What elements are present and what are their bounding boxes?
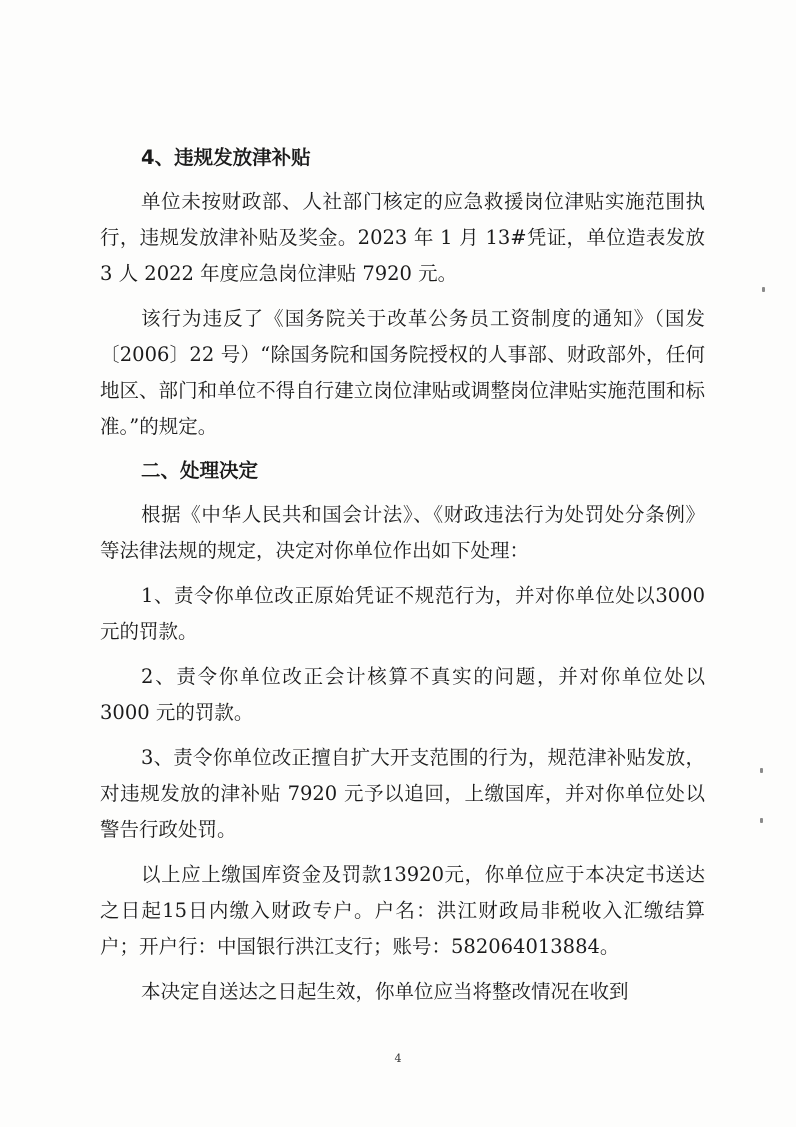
paragraph-violation-description: 单位未按财政部、人社部门核定的应急救援岗位津贴实施范围执行，违规发放津补贴及奖金。2023 年 1 月 13#凭证，单位造表发放 3 人 2022 年度应急岗位津贴 7920 元。	[100, 190, 705, 285]
scan-speck	[762, 287, 765, 292]
section-heading-decision: 二、处理决定	[141, 459, 259, 482]
document-body	[100, 140, 705, 1010]
scan-speck	[760, 818, 763, 823]
decision-item-1: 1、责令你单位改正原始凭证不规范行为，并对你单位处以3000 元的罚款。	[100, 584, 705, 643]
page-number: 4	[394, 1052, 402, 1065]
decision-item-2: 2、责令你单位改正会计核算不真实的问题，并对你单位处以3000 元的罚款。	[100, 665, 705, 724]
section-heading-4: 4、违规发放津补贴	[141, 146, 311, 169]
paragraph-violation-basis: 该行为违反了《国务院关于改革公务员工资制度的通知》（国发〔2006〕22 号）“除国务院和国务院授权的人事部、财政部外，任何地区、部门和单位不得自行建立岗位津贴或调整岗位津贴实施范围和标准。”的规定。	[100, 307, 705, 438]
scan-speck	[760, 768, 763, 773]
paragraph-effective-date: 本决定自送达之日起生效，你单位应当将整改情况在收到	[141, 980, 629, 1003]
paragraph-decision-basis: 根据《中华人民共和国会计法》、《财政违法行为处罚处分条例》等法律法规的规定，决定对你单位作出如下处理：	[100, 503, 705, 562]
decision-item-3: 3、责令你单位改正擅自扩大开支范围的行为，规范津补贴发放，对违规发放的津补贴 7920 元予以追回，上缴国库，并对你单位处以警告行政处罚。	[100, 746, 705, 841]
paragraph-payment-instructions: 以上应上缴国库资金及罚款13920元，你单位应于本决定书送达之日起15日内缴入财政专户。户名：洪江财政局非税收入汇缴结算户；开户行：中国银行洪江支行；账号：582064013884。	[100, 863, 705, 958]
